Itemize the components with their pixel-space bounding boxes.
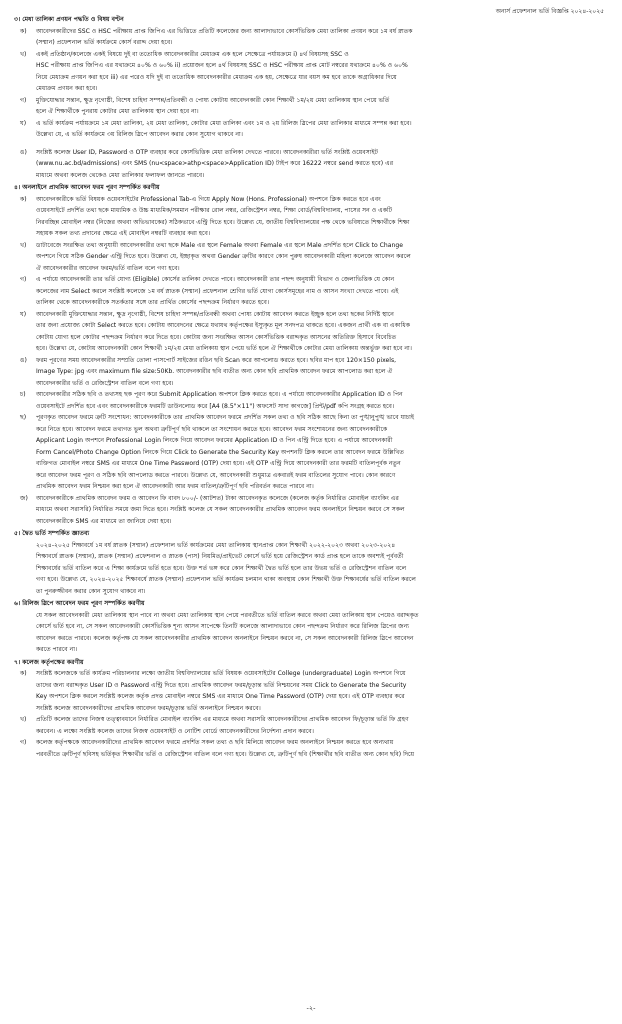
line-text: কোর্সে ভর্তি হবে না, সে সকল আবেদনকারী কোর্সভিত্তিক শূন্য আসন সাপেক্ষে তিনটি কলেজে আলাদাভাবে কোন পছন্দক্রম নির্ধারণ করে রিলিজ স্লিপের জন্য <box>36 623 410 630</box>
paragraph-line <box>14 749 610 761</box>
line-text: আবেদনকারীকে ভর্তি বিষয়ক ওয়েবসাইটের Professional Tab-এ গিয়ে Apply Now (Hons. Professional) অপশনে ক্লিক করতে হবে এবং <box>36 195 381 203</box>
item-label: খ) <box>20 241 27 249</box>
paragraph-line <box>14 691 610 703</box>
section-heading <box>14 182 610 194</box>
line-text: প্রাথমিক আবেদন ফরম নিশ্চয়ন করা হলে ঐ আবেদনকারী আর ফরম বাতিল/ত্রুটিপূর্ণ ছবি পরিবর্তন করতে পারবে না। <box>36 483 314 490</box>
paragraph-line <box>14 251 610 263</box>
line-text: করে নিতে হবে। আবেদন ফরমে তথ্যগত ভুল অথবা ত্রুটিপূর্ণ ছবি থাকলে তা সংশোধন করতে হবে। আবেদন ফরম সংশোধনের জন্য আবেদনকারীকে <box>36 425 388 433</box>
line-text: আবেদনকারীর ভর্তি ও রেজিস্ট্রেশন বাতিল বলে গণ্য হবে। <box>36 379 174 387</box>
line-text: যে সকল আবেদনকারী মেধা তালিকায় স্থান পাবে না অথবা মেধা তালিকায় স্থান পেয়ে পরবর্তীতে ভর্তি বাতিল করবে অথবা মেধা তালিকায় স্থান পেয়েও বরাদ্দকৃত <box>36 611 419 619</box>
line-text: ৫। দ্বৈত ভর্তি সম্পর্কিত জ্ঞাতব্য <box>14 530 90 537</box>
line-text: প্রতিটি কলেজ তাদের নিজস্ব তত্ত্বাবধানে নির্ধারিত মোবাইল ব্যাংকিং এর মাধ্যমে অথবা সরাসরি আবেদনকারীদের প্রাথমিক আবেদন ফি/চূড়ান্ত ভর্তি ফি গ্রহণ <box>36 716 409 723</box>
line-text: ৩। মেধা তালিকা প্রণয়ন পদ্ধতি ও বিষয় বণ্টন <box>14 16 124 23</box>
line-text: তার জন্য প্রযোজ্য কোটা Select করতে হবে। কোটায় আবেদনের ক্ষেত্রে যথাযথ কর্তৃপক্ষের ইস্যুকৃত মূল সনদপত্র থাকতে হবে। একজন প্রার্থী এক বা একাধিক <box>36 322 411 329</box>
paragraph-line <box>14 158 610 170</box>
paragraph-line <box>14 129 610 141</box>
line-text: গণ্য হবে। উল্লেখ্য যে, ২০২৪-২০২৫ শিক্ষাবর্ষে স্নাতক (সম্মান) প্রফেশনাল ভর্তি কার্যক্রম চলমান থাকা অবস্থায় কোন শিক্ষার্থী উক্ত শিক্ষাবর্ষের ভর্তি বাতিল করলে <box>36 576 416 583</box>
paragraph-line <box>14 424 610 436</box>
section-heading <box>14 14 610 26</box>
line-text: Image Type: jpg এবং maximum file size:50Kb. আবেদনকারীর ছবি ব্যতীত অন্য কোন ছবি প্রাথমিক আবেদন ফরমে আপলোড করা হলে ঐ <box>36 368 393 375</box>
line-text: কলেজের নাম Select করলে সংশ্লিষ্ট কলেজে ১ম বর্ষ স্নাতক (সম্মান) প্রফেশনাল শ্রেণির ভর্তি যোগ্য কোর্সসমূহের নাম ও আসন সংখ্যা দেখতে পাবে। এই <box>36 287 399 295</box>
line-text: HSC পরীক্ষায় প্রাপ্ত জিপিএ এর যথাক্রমে ৪০% ও ৬০% ii) প্রয়োজন হলে ৪র্থ বিষয়সহ SSC ও HSC পরীক্ষায় প্রাপ্ত মোট নম্বরের যথাক্রমে ৪০% ও ৬০% <box>36 62 408 69</box>
item-label: গ) <box>20 96 27 104</box>
header-note: অনার্স প্রফেশনাল ভর্তি বিজ্ঞপ্তি ২০২৪-২০২৫ <box>495 8 604 15</box>
item-label: জ) <box>20 494 28 502</box>
item-label: খ) <box>20 50 27 58</box>
paragraph-line <box>14 540 610 552</box>
line-text: ফরম পূরণের সময় আবেদনকারীর সম্প্রতি তোলা পাসপোর্ট সাইজের রঙিন ছবি Scan করে আপলোড করতে হবে। ছবির মাপ হবে 120×150 pixels, <box>36 356 397 364</box>
item-label: ঘ) <box>20 310 27 318</box>
item-label: চ) <box>20 391 26 398</box>
paragraph-line <box>14 240 610 252</box>
line-text: শিক্ষাবর্ষে স্নাতক (সম্মান), স্নাতক (সম্মান) প্রফেশনাল ও স্নাতক (পাস) নিয়মিত/প্রাইভেট কোর্সে ভর্তি হয়ে রেজিস্ট্রেশন কার্ড প্রাপ্ত হলে তাকে অবশ্যই পূর্ববর্তী <box>36 553 404 560</box>
paragraph-line <box>14 194 610 206</box>
line-text: ২০২৪-২০২৫ শিক্ষাবর্ষে ১ম বর্ষ স্নাতক (সম্মান) প্রফেশনাল ভর্তি কার্যক্রমের মেধা তালিকায় স্থানপ্রাপ্ত কোন শিক্ষার্থী ২০২২-২০২৩ অথবা ২০২৩-২০২৪ <box>36 541 396 549</box>
document-body <box>14 14 610 760</box>
line-text: আবেদনকারী মুক্তিযোদ্ধার সন্তান, ক্ষুদ্র নৃগোষ্ঠী, বিশেষ চাহিদা সম্পন্ন/প্রতিবন্ধী অথবা পোষ্য কোটায় আবেদন করতে ইচ্ছুক হলে তথ্য ছকের নির্দিষ্ট স্থানে <box>36 310 394 318</box>
paragraph-line <box>14 412 610 424</box>
paragraph-line <box>14 263 610 275</box>
item-label: ঙ) <box>20 356 27 364</box>
paragraph-line <box>14 504 610 516</box>
line-text: ব্যক্তিগত মোবাইল নম্বরে SMS এর মাধ্যমে One Time Password (OTP) দেয়া হবে। এই OTP এন্ট্রি দিয়ে আবেদনকারী তার ফরমটি বাতিলপূর্বক নতুন <box>36 460 401 467</box>
paragraph-line <box>14 644 610 656</box>
line-text: এ ভর্তি কার্যক্রম পর্যায়ক্রমে ১ম মেধা তালিকা, ২য় মেধা তালিকা, কোটার মেধা তালিকা এবং ১ম ও ২য় রিলিজ স্লিপের মেধা তালিকার মাধ্যমে সম্পন্ন করা হবে। <box>36 119 412 127</box>
paragraph-line <box>14 49 610 61</box>
item-label: ঙ) <box>20 148 27 156</box>
line-text: হলে ঐ শিক্ষার্থীকে পুনরায় কোটার মেধা তালিকায় স্থান দেয়া হবে না। <box>36 108 199 115</box>
line-text: নিরবচ্ছিন্ন মোবাইল নম্বর (নিজের অথবা অভিভাবকের) সঠিকভাবে এন্ট্রি দিতে হবে। উল্লেখ্য যে, জাতীয় বিশ্ববিদ্যালয়ের পক্ষ থেকে ভবিষ্যতে শিক্ষার্থীকে শিক্ষা <box>36 218 410 226</box>
line-text: মেধাক্রম প্রণয়ন করা হবে। <box>36 85 98 92</box>
paragraph-line <box>14 366 610 378</box>
paragraph-line <box>14 170 610 182</box>
paragraph-line <box>14 610 610 622</box>
paragraph-line <box>14 401 610 413</box>
line-text: আবেদনকারীকে SMS এর মাধ্যমে তা জানিয়ে দেয়া হবে। <box>36 517 172 525</box>
line-text: (www.nu.ac.bd/admissions) এবং SMS (nu<space>athp<space>Application ID) টাইপ করে 16222 নম্বরে send করতে হবে) এর <box>36 160 394 167</box>
item-label: খ) <box>20 716 27 723</box>
paragraph-line <box>14 633 610 645</box>
paragraph-line <box>14 83 610 95</box>
line-text: আবেদনকারীর সঠিক ছবি ও তথ্যসহ ছক পূরণ করে Submit Application অপশনে ক্লিক করতে হবে। এ পর্যায়ে আবেদনকারীর Application ID ও পিন <box>36 391 403 398</box>
item-label: ঘ) <box>20 119 27 127</box>
paragraph-line <box>14 737 610 749</box>
paragraph-line <box>14 481 610 493</box>
line-text: অপশনে গিয়ে সঠিক Gender এন্ট্রি দিতে হবে। উল্লেখ্য যে, ইচ্ছাকৃত অথবা Gender ত্রুটির কারণে কোন পুরুষ আবেদনকারী মহিলা কলেজে আবেদন করলে <box>36 253 411 260</box>
line-text: শিক্ষাবর্ষের ভর্তি বাতিল করে এ শিক্ষা কার্যক্রমে ভর্তি হতে হবে। উক্ত শর্ত ভঙ্গ করে কোন শিক্ষার্থী দ্বৈত ভর্তি হলে তার উভয় ভর্তি ও রেজিস্ট্রেশন বাতিল বলে <box>36 564 407 572</box>
paragraph-line <box>14 726 610 738</box>
paragraph-line <box>14 309 610 321</box>
paragraph-line <box>14 435 610 447</box>
paragraph-line <box>14 205 610 217</box>
line-text: উল্লেখ্য যে, এ ভর্তি কার্যক্রমে ৩য় রিলিজ স্লিপে আবেদন করার কোন সুযোগ থাকবে না। <box>36 131 243 138</box>
line-text: সংশ্লিষ্ট কলেজ আবেদনকারীদের প্রাথমিক আবেদন ফরম/চূড়ান্ত ভর্তি অনলাইনে নিশ্চয়ন করবে। <box>36 704 261 712</box>
line-text: তালিকা থেকে আবেদনকারীকে সতর্কতার সঙ্গে তার প্রার্থিত কোর্সের পছন্দক্রম নির্ধারণ করতে হবে। <box>36 299 270 306</box>
line-text: পরবর্তীতে ত্রুটিপূর্ণ ছবিসহ ভর্তিকৃত শিক্ষার্থীর ভর্তি ও রেজিস্ট্রেশন বাতিল বলে গণ্য হবে। উল্লেখ্য যে, ত্রুটিপূর্ণ ছবি (শিক্ষার্থীর ছবি ব্যতীত অন্য কোন ছবি) দিয়ে <box>36 750 415 758</box>
line-text: আবেদনকারীকে প্রাথমিক আবেদন ফরম ও আবেদন ফি বাবদ ৮০০/- (আটশত) টাকা আবেদনকৃত কলেজে (কলেজ কর্তৃক নির্ধারিত মোবাইল ব্যাংকিং এর <box>36 494 399 502</box>
paragraph-line <box>14 60 610 72</box>
line-text: কোটায় যোগ্য হলে কোটার পছন্দক্রম নির্ধারণ করে দিতে হবে। কোটায় জন্য সংরক্ষিত আসন কোর্সভিত্তিক বরাদ্দকৃত আসনের অতিরিক্ত হিসাবে বিবেচিত <box>36 333 397 341</box>
paragraph-line <box>14 378 610 390</box>
paragraph-line <box>14 147 610 159</box>
line-text: ওয়েবসাইটে প্রদর্শিত হবে এবং আবেদনকারীকে ফরমটি ডাউনলোড করে [A4 (8.5"×11") অফসেট সাদা কাগজে] প্রিন্ট/pdf কপি সংগ্রহ করতে হবে। <box>36 402 395 410</box>
line-text: পূরণকৃত আবেদন ফরমে ত্রুটি সংশোধন: আবেদনকারীকে তার প্রাথমিক আবেদন ফরমে প্রদর্শিত সকল তথ্য ও ছবি সঠিক আছে কিনা তা পুঙ্খানুপুঙ্খ ভাবে যাচাই <box>36 414 415 421</box>
line-text: একই প্রতিষ্ঠান/কলেজে একই বিষয়ে দুই বা ততোধিক আবেদনকারীর মেধাক্রম এক হলে সেক্ষেত্রে পর্যায়ক্রমে i) ৪র্থ বিষয়সহ SSC ও <box>36 50 349 58</box>
paragraph-line <box>14 551 610 563</box>
paragraph-line <box>14 95 610 107</box>
item-label: ক) <box>20 670 27 677</box>
paragraph-line <box>14 332 610 344</box>
line-text: ৬। রিলিজ স্লিপে আবেদন ফরম পূরণ সম্পর্কিত করণীয় <box>14 600 145 607</box>
line-text: ৭। কলেজ কর্তৃপক্ষের করণীয় <box>14 658 84 666</box>
line-text: Form Cancel/Photo Change Option লিংকে গিয়ে Click to Generate the Security Key অপশনটি ক্লিক করলে তার আবেদন ফরমে উল্লিখিত <box>36 448 404 456</box>
section-heading <box>14 528 610 540</box>
line-text: Key অপশনে ক্লিক করলে সংশ্লিষ্ট কলেজ কর্তৃক প্রদত্ত মোবাইল নম্বরে SMS এর মাধ্যমে One Time Password (OTP) দেয়া হবে। এই OTP ব্যবহার করে <box>36 693 405 700</box>
line-text: ডাটাবেজে সংরক্ষিত তথ্য অনুযায়ী আবেদনকারীর তথ্য ছকে Male এর স্থলে Female অথবা Female এর স্থলে Male প্রদর্শিত হলে Click to Change <box>36 241 404 249</box>
paragraph-line <box>14 680 610 692</box>
line-text: তা পুনরুজ্জীবন করার কোন সুযোগ থাকবে না। <box>36 587 146 595</box>
paragraph-line <box>14 586 610 598</box>
line-text: সহায়ক সকল তথ্য প্রদানের ক্ষেত্রে এই মোবাইল নম্বরটি ব্যবহার করা হবে। <box>36 230 211 237</box>
line-text: আবেদন করতে পারবে। কলেজ কর্তৃপক্ষ যে সকল আবেদনকারীর প্রাথমিক আবেদন অনলাইনে নিশ্চয়ন করবে না, সে সকল আবেদনকারী রিলিজ স্লিপে আবেদন <box>36 634 414 642</box>
item-label: গ) <box>20 739 27 746</box>
page-number: -২- <box>306 1004 316 1012</box>
line-text: মুক্তিযোদ্ধার সন্তান, ক্ষুদ্র নৃগোষ্ঠী, বিশেষ চাহিদা সম্পন্ন/প্রতিবন্ধী ও পোষ্য কোটায় আবেদনকারী কোন শিক্ষার্থী ১ম/২য় মেধা তালিকায় স্থান পেয়ে ভর্তি <box>36 96 390 104</box>
paragraph-line <box>14 447 610 459</box>
paragraph-line <box>14 389 610 401</box>
paragraph-line <box>14 470 610 482</box>
paragraph-line <box>14 493 610 505</box>
line-text: মাধ্যমে অথবা সরাসরি) নির্ধারিত সময়ে জমা দিতে হবে। সংশ্লিষ্ট কলেজ যে সকল আবেদনকারীর প্রাথমিক আবেদন ফরম অনলাইনে নিশ্চয়ন করবে সে সকল <box>36 506 405 513</box>
item-label: ক) <box>20 27 27 35</box>
paragraph-line <box>14 26 610 38</box>
line-text: নিয়ে মেধাক্রম প্রণয়ন করা হবে iii) এর পরেও যদি দুই বা ততোধিক আবেদনকারীর মেধাক্রম এক হয়, সেক্ষেত্রে যার বয়স কম হবে তাকে অগ্রাধিকার দিয়ে <box>36 73 397 81</box>
paragraph-line <box>14 516 610 528</box>
paragraph-line <box>14 72 610 84</box>
section-heading <box>14 598 610 610</box>
line-text: ৪। অনলাইনে প্রাথমিক আবেদন ফরম পূরণ সম্পর্কিত করণীয় <box>14 184 160 191</box>
line-text: ওয়েবসাইটে প্রদর্শিত তথ্য ছকে মাধ্যমিক ও উচ্চ মাধ্যমিক/সমমান পরীক্ষার রোল নম্বর, রেজিস্ট্রেশন নম্বর, শিক্ষা বোর্ড/বিশ্ববিদ্যালয়, পাসের সন ও একটি <box>36 207 393 214</box>
line-text: ঐ আবেদনকারীর আবেদন ফরম/ভর্তি বাতিল বলে গণ্য হবে। <box>36 264 180 272</box>
line-text: আবেদনকারীদের SSC ও HSC পরীক্ষায় প্রাপ্ত জিপিএ এর ভিত্তিতে প্রতিটি কলেজের জন্য আলাদাভাবে কোর্সভিত্তিক মেধা তালিকা প্রণয়ন করে ১ম বর্ষ স্নাতক <box>36 27 413 35</box>
paragraph-line <box>14 343 610 355</box>
line-text: করে আবেদন ফরম পূরণ ও সঠিক ছবি আপলোড করতে পারবে। উল্লেখ্য যে, আবেদনকারী শুধুমাত্র একবারই ফরম বাতিলের সুযোগ পাবে। কোন কারণে <box>36 471 396 479</box>
line-text: সংশ্লিষ্ট কলেজ User ID, Password ও OTP ব্যবহার করে কোর্সভিত্তিক মেধা তালিকা দেখতে পারবে। আবেদনকারীরা ভর্তি সংশ্লিষ্ট ওয়েবসাইট <box>36 148 378 156</box>
paragraph-line <box>14 228 610 240</box>
paragraph-line <box>14 668 610 680</box>
paragraph-line <box>14 274 610 286</box>
line-text: (সম্মান) প্রফেশনাল ভর্তি কার্যক্রমে কোর্স বরাদ্দ দেয়া হবে। <box>36 39 173 46</box>
paragraph-line <box>14 320 610 332</box>
paragraph-line <box>14 118 610 130</box>
line-text: তাদের জন্য বরাদ্দকৃত User ID ও Password এন্ট্রি দিতে হবে। প্রাথমিক আবেদন ফরম/চূড়ান্ত ভর্তি নিশ্চয়নের সময় Click to Generate the Security <box>36 681 407 689</box>
line-text: Applicant Login অপশনে Professional Login লিংকে গিয়ে আবেদন ফরমের Application ID ও পিন এন্ট্রি দিতে হবে। এ পর্যায়ে আবেদনকারী <box>36 437 393 444</box>
paragraph-line <box>14 714 610 726</box>
paragraph-line <box>14 703 610 715</box>
item-label: ক) <box>20 195 27 203</box>
paragraph-line <box>14 355 610 367</box>
paragraph-line <box>14 574 610 586</box>
paragraph-line <box>14 217 610 229</box>
line-text: করতে পারবে না। <box>36 646 78 653</box>
paragraph-line <box>14 286 610 298</box>
line-text: হবে। উল্লেখ্য যে, কোটায় আবেদনকারী কোন শিক্ষার্থী ১ম/২য় মেধা তালিকায় স্থান পেয়ে ভর্তি হলে ঐ শিক্ষার্থীকে কোটার মেধা তালিকায় অন্তর্ভুক্ত করা হবে না। <box>36 345 412 352</box>
line-text: মাধ্যমে অথবা কলেজ থেকেও মেধা তালিকার ফলাফল জানতে পারবে। <box>36 171 205 179</box>
line-text: কলেজ কর্তৃপক্ষকে আবেদনকারীদের প্রাথমিক আবেদন ফরমে প্রদর্শিত সকল তথ্য ও ছবি মিলিয়ে আবেদন ফরম অনলাইনে নিশ্চয়ন করতে হবে অন্যথায় <box>36 739 394 746</box>
paragraph-line <box>14 621 610 633</box>
paragraph-line <box>14 297 610 309</box>
line-text: এ পর্যায়ে আবেদনকারী তার ভর্তি যোগ্য (Eligible) কোর্সের তালিকা দেখতে পাবে। আবেদনকারী তার পছন্দ অনুযায়ী বিভাগ ও জেলাভিত্তিক যে কোন <box>36 276 395 283</box>
line-text: করবেন। এ লক্ষ্যে সংশ্লিষ্ট কলেজ তাদের নিজস্ব ওয়েবসাইট ও নোটিশ বোর্ডে আবেদনকারীদের নির্দেশনা প্রদান করবে। <box>36 727 314 735</box>
item-label: গ) <box>20 276 27 283</box>
section-heading <box>14 657 610 669</box>
paragraph-line <box>14 37 610 49</box>
line-text: সংশ্লিষ্ট কলেজকে ভর্তি কার্যক্রম পরিচালনার লক্ষ্যে জাতীয় বিশ্ববিদ্যালয়ের ভর্তি বিষয়ক ওয়েবসাইটের College (undergraduate) Login অপশনে গিয়ে <box>36 670 406 677</box>
item-label: ছ) <box>20 414 27 421</box>
paragraph-line <box>14 563 610 575</box>
paragraph-line <box>14 106 610 118</box>
paragraph-line <box>14 458 610 470</box>
